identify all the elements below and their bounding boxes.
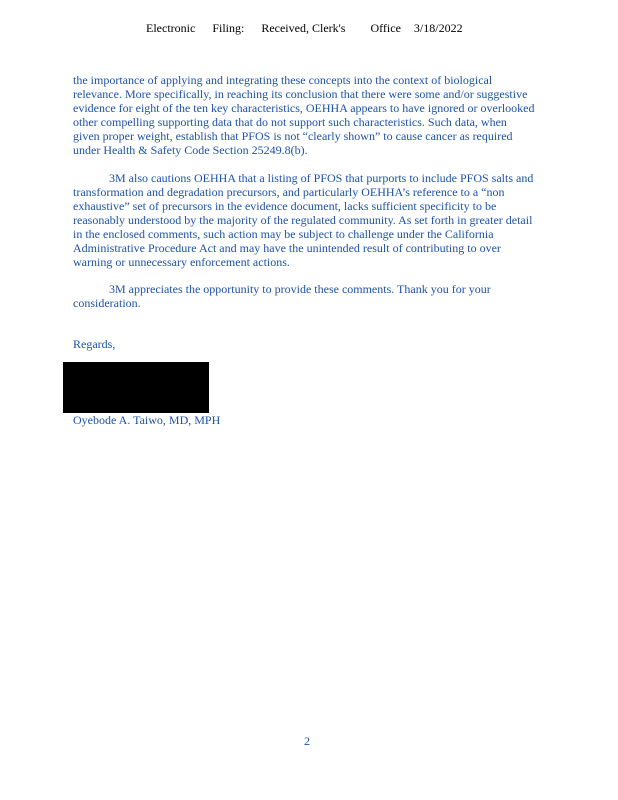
paragraph-line: 3M also cautions OEHHA that a listing of PFOS that purports to include PFOS salts and	[109, 171, 534, 185]
paragraph-line: Administrative Procedure Act and may have the unintended result of contributing to over	[73, 241, 501, 255]
paragraph-line: given proper weight, establish that PFOS is not “clearly shown” to cause cancer as required	[73, 129, 513, 143]
paragraph-thanks	[73, 282, 588, 310]
paragraph-listing-caution	[73, 171, 588, 269]
stamp-word-received: Received,	[261, 21, 309, 35]
paragraph-line: 3M appreciates the opportunity to provide these comments. Thank you for your	[109, 282, 491, 296]
stamp-word-clerks: Clerk's	[311, 21, 346, 35]
electronic-filing-stamp	[146, 21, 463, 36]
paragraph-biological-relevance	[73, 73, 588, 157]
paragraph-line: evidence for eight of the ten key characteristics, OEHHA appears to have ignored or overlooked	[73, 101, 535, 115]
closing-regards: Regards,	[73, 337, 116, 351]
stamp-word-electronic: Electronic	[146, 21, 196, 35]
paragraph-line: the importance of applying and integrating these concepts into the context of biological	[73, 73, 493, 87]
signatory-name: Oyebode A. Taiwo, MD, MPH	[73, 413, 221, 427]
paragraph-line: other compelling supporting data that do not support such characteristics. Such data, when	[73, 115, 507, 129]
stamp-word-office: Office	[370, 21, 401, 35]
paragraph-line: warning or unnecessary enforcement actions.	[73, 255, 290, 269]
paragraph-line: exhaustive” set of precursors in the evidence document, lacks sufficient specificity to be	[73, 199, 497, 213]
paragraph-line: in the enclosed comments, such action may be subject to challenge under the California	[73, 227, 494, 241]
paragraph-line: under Health & Safety Code Section 25249.8(b).	[73, 143, 308, 157]
page-number: 2	[304, 734, 310, 748]
paragraph-line: transformation and degradation precursors, and particularly OEHHA’s reference to a “non	[73, 185, 505, 199]
paragraph-line: relevance. More specifically, in reaching its conclusion that there were some and/or suggestive	[73, 87, 528, 101]
stamp-word-filing: Filing:	[212, 21, 245, 35]
paragraph-line: consideration.	[73, 296, 141, 310]
paragraph-line: reasonably understood by the majority of the regulated community. As set forth in greater detail	[73, 213, 533, 227]
redacted-signature-block	[63, 362, 209, 413]
stamp-date: 3/18/2022	[413, 21, 463, 35]
